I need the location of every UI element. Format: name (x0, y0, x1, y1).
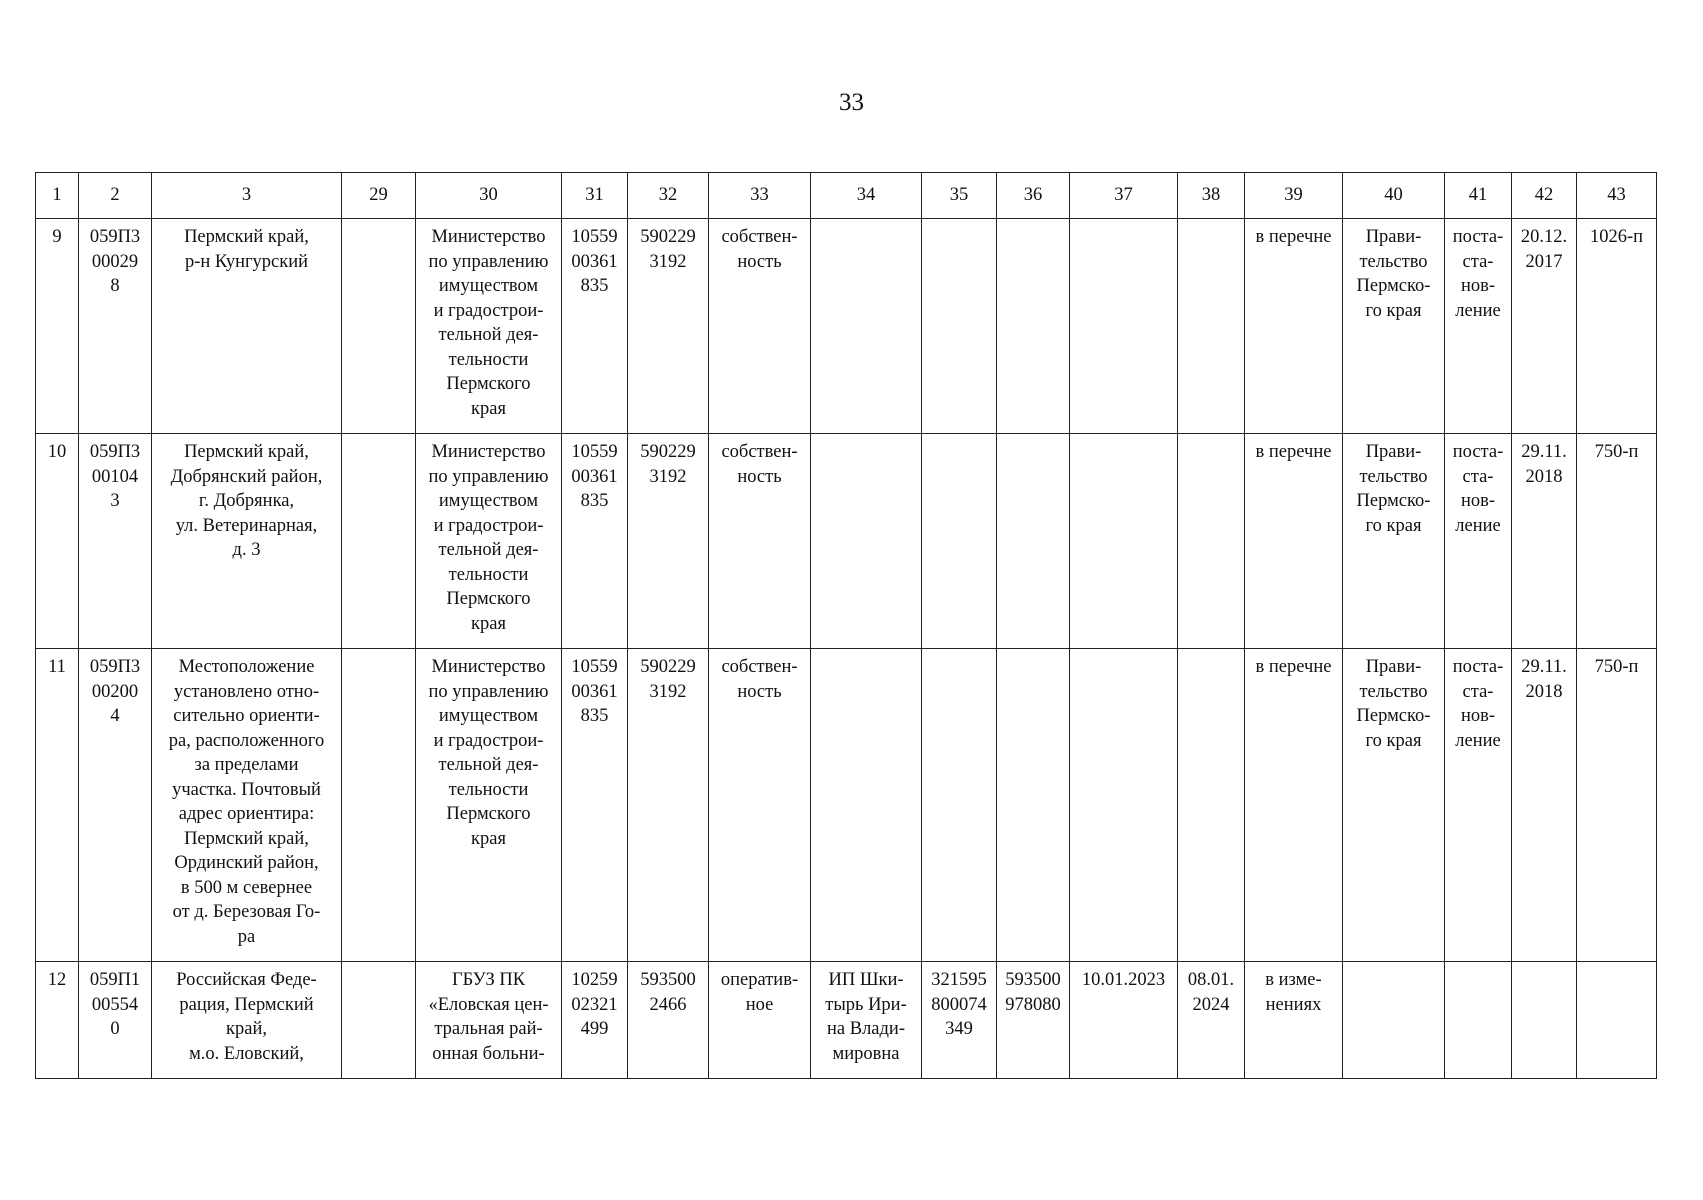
table-cell (997, 434, 1070, 649)
table-cell: Министерство по управлению имуществом и градострои- тельной дея- тельности Пермского края (416, 649, 562, 962)
table-cell (922, 434, 997, 649)
table-cell: Пермский край, р-н Кунгурский (152, 219, 342, 434)
registry-table (35, 172, 1657, 1079)
column-header: 2 (79, 173, 152, 219)
table-cell: собствен- ность (709, 649, 811, 962)
table-cell (811, 649, 922, 962)
table-cell: 08.01. 2024 (1178, 962, 1245, 1079)
table-cell: 590229 3192 (628, 434, 709, 649)
table-cell: в перечне (1245, 649, 1343, 962)
column-header: 41 (1445, 173, 1512, 219)
table-cell: собствен- ность (709, 219, 811, 434)
table-cell: 321595 800074 349 (922, 962, 997, 1079)
table-cell: поста- ста- нов- ление (1445, 434, 1512, 649)
table-cell: 059П3 00104 3 (79, 434, 152, 649)
table-cell: 590229 3192 (628, 219, 709, 434)
table-cell: в изме- нениях (1245, 962, 1343, 1079)
column-header: 38 (1178, 173, 1245, 219)
table-cell: в перечне (1245, 219, 1343, 434)
table-cell: оператив- ное (709, 962, 811, 1079)
table-cell: Местоположение установлено отно- сительно ориенти- ра, расположенного за пределами участка. Почтовый адрес ориентира: Пермский край, Ординский район, в 500 м севернее от д. Березовая Го- ра (152, 649, 342, 962)
column-header: 33 (709, 173, 811, 219)
table-cell: ГБУЗ ПК «Еловская цен- тральная рай- онная больни- (416, 962, 562, 1079)
column-header: 42 (1512, 173, 1577, 219)
table-cell (1178, 434, 1245, 649)
table-cell: 10559 00361 835 (562, 219, 628, 434)
column-header: 3 (152, 173, 342, 219)
table-cell (1343, 962, 1445, 1079)
table-cell: 29.11. 2018 (1512, 434, 1577, 649)
table-cell (1178, 219, 1245, 434)
table-cell (342, 962, 416, 1079)
column-header: 43 (1577, 173, 1657, 219)
table-row (36, 649, 1657, 962)
table-cell: 1026-п (1577, 219, 1657, 434)
column-header: 32 (628, 173, 709, 219)
table-cell: 20.12. 2017 (1512, 219, 1577, 434)
table-cell: 11 (36, 649, 79, 962)
column-header: 35 (922, 173, 997, 219)
table-cell: 10 (36, 434, 79, 649)
table-cell: 750-п (1577, 434, 1657, 649)
table-cell: 10559 00361 835 (562, 434, 628, 649)
table-cell (811, 219, 922, 434)
table-cell: ИП Шки- тырь Ири- на Влади- мировна (811, 962, 922, 1079)
column-header: 1 (36, 173, 79, 219)
table-cell: 593500 978080 (997, 962, 1070, 1079)
table-cell: Прави- тельство Пермско- го края (1343, 434, 1445, 649)
column-header: 36 (997, 173, 1070, 219)
table-cell (1070, 434, 1178, 649)
table-cell (1512, 962, 1577, 1079)
table-cell (922, 649, 997, 962)
column-header: 37 (1070, 173, 1178, 219)
table-cell (1577, 962, 1657, 1079)
table-cell: 059П3 00029 8 (79, 219, 152, 434)
table-cell: поста- ста- нов- ление (1445, 219, 1512, 434)
table-cell (1178, 649, 1245, 962)
column-header: 40 (1343, 173, 1445, 219)
table-cell: 10259 02321 499 (562, 962, 628, 1079)
page-number: 33 (839, 89, 864, 116)
column-header: 39 (1245, 173, 1343, 219)
table-cell: Министерство по управлению имуществом и градострои- тельной дея- тельности Пермского края (416, 434, 562, 649)
table-cell (997, 649, 1070, 962)
table-cell: Российская Феде- рация, Пермский край, м.о. Еловский, (152, 962, 342, 1079)
table-row (36, 962, 1657, 1079)
table-cell: Прави- тельство Пермско- го края (1343, 219, 1445, 434)
table-cell (342, 219, 416, 434)
table-cell: 590229 3192 (628, 649, 709, 962)
table-cell: 12 (36, 962, 79, 1079)
table-cell: Министерство по управлению имуществом и градострои- тельной дея- тельности Пермского края (416, 219, 562, 434)
table-cell (922, 219, 997, 434)
column-header: 29 (342, 173, 416, 219)
table-cell: поста- ста- нов- ление (1445, 649, 1512, 962)
table-cell (1070, 219, 1178, 434)
table-cell: собствен- ность (709, 434, 811, 649)
table-cell: 059П1 00554 0 (79, 962, 152, 1079)
column-header: 31 (562, 173, 628, 219)
table-row (36, 219, 1657, 434)
table-cell (1070, 649, 1178, 962)
table-cell (1445, 962, 1512, 1079)
column-header: 30 (416, 173, 562, 219)
table-cell: Прави- тельство Пермско- го края (1343, 649, 1445, 962)
table-cell: 593500 2466 (628, 962, 709, 1079)
table-cell (342, 434, 416, 649)
table-cell: 059П3 00200 4 (79, 649, 152, 962)
table-cell (997, 219, 1070, 434)
table-cell: Пермский край, Добрянский район, г. Добрянка, ул. Ветеринарная, д. 3 (152, 434, 342, 649)
table-cell: 10559 00361 835 (562, 649, 628, 962)
header-row (36, 173, 1657, 219)
table-cell: в перечне (1245, 434, 1343, 649)
table-row (36, 434, 1657, 649)
table-cell: 9 (36, 219, 79, 434)
table-cell (342, 649, 416, 962)
table-cell: 750-п (1577, 649, 1657, 962)
table-cell (811, 434, 922, 649)
table-cell: 29.11. 2018 (1512, 649, 1577, 962)
column-header: 34 (811, 173, 922, 219)
table-cell: 10.01.2023 (1070, 962, 1178, 1079)
